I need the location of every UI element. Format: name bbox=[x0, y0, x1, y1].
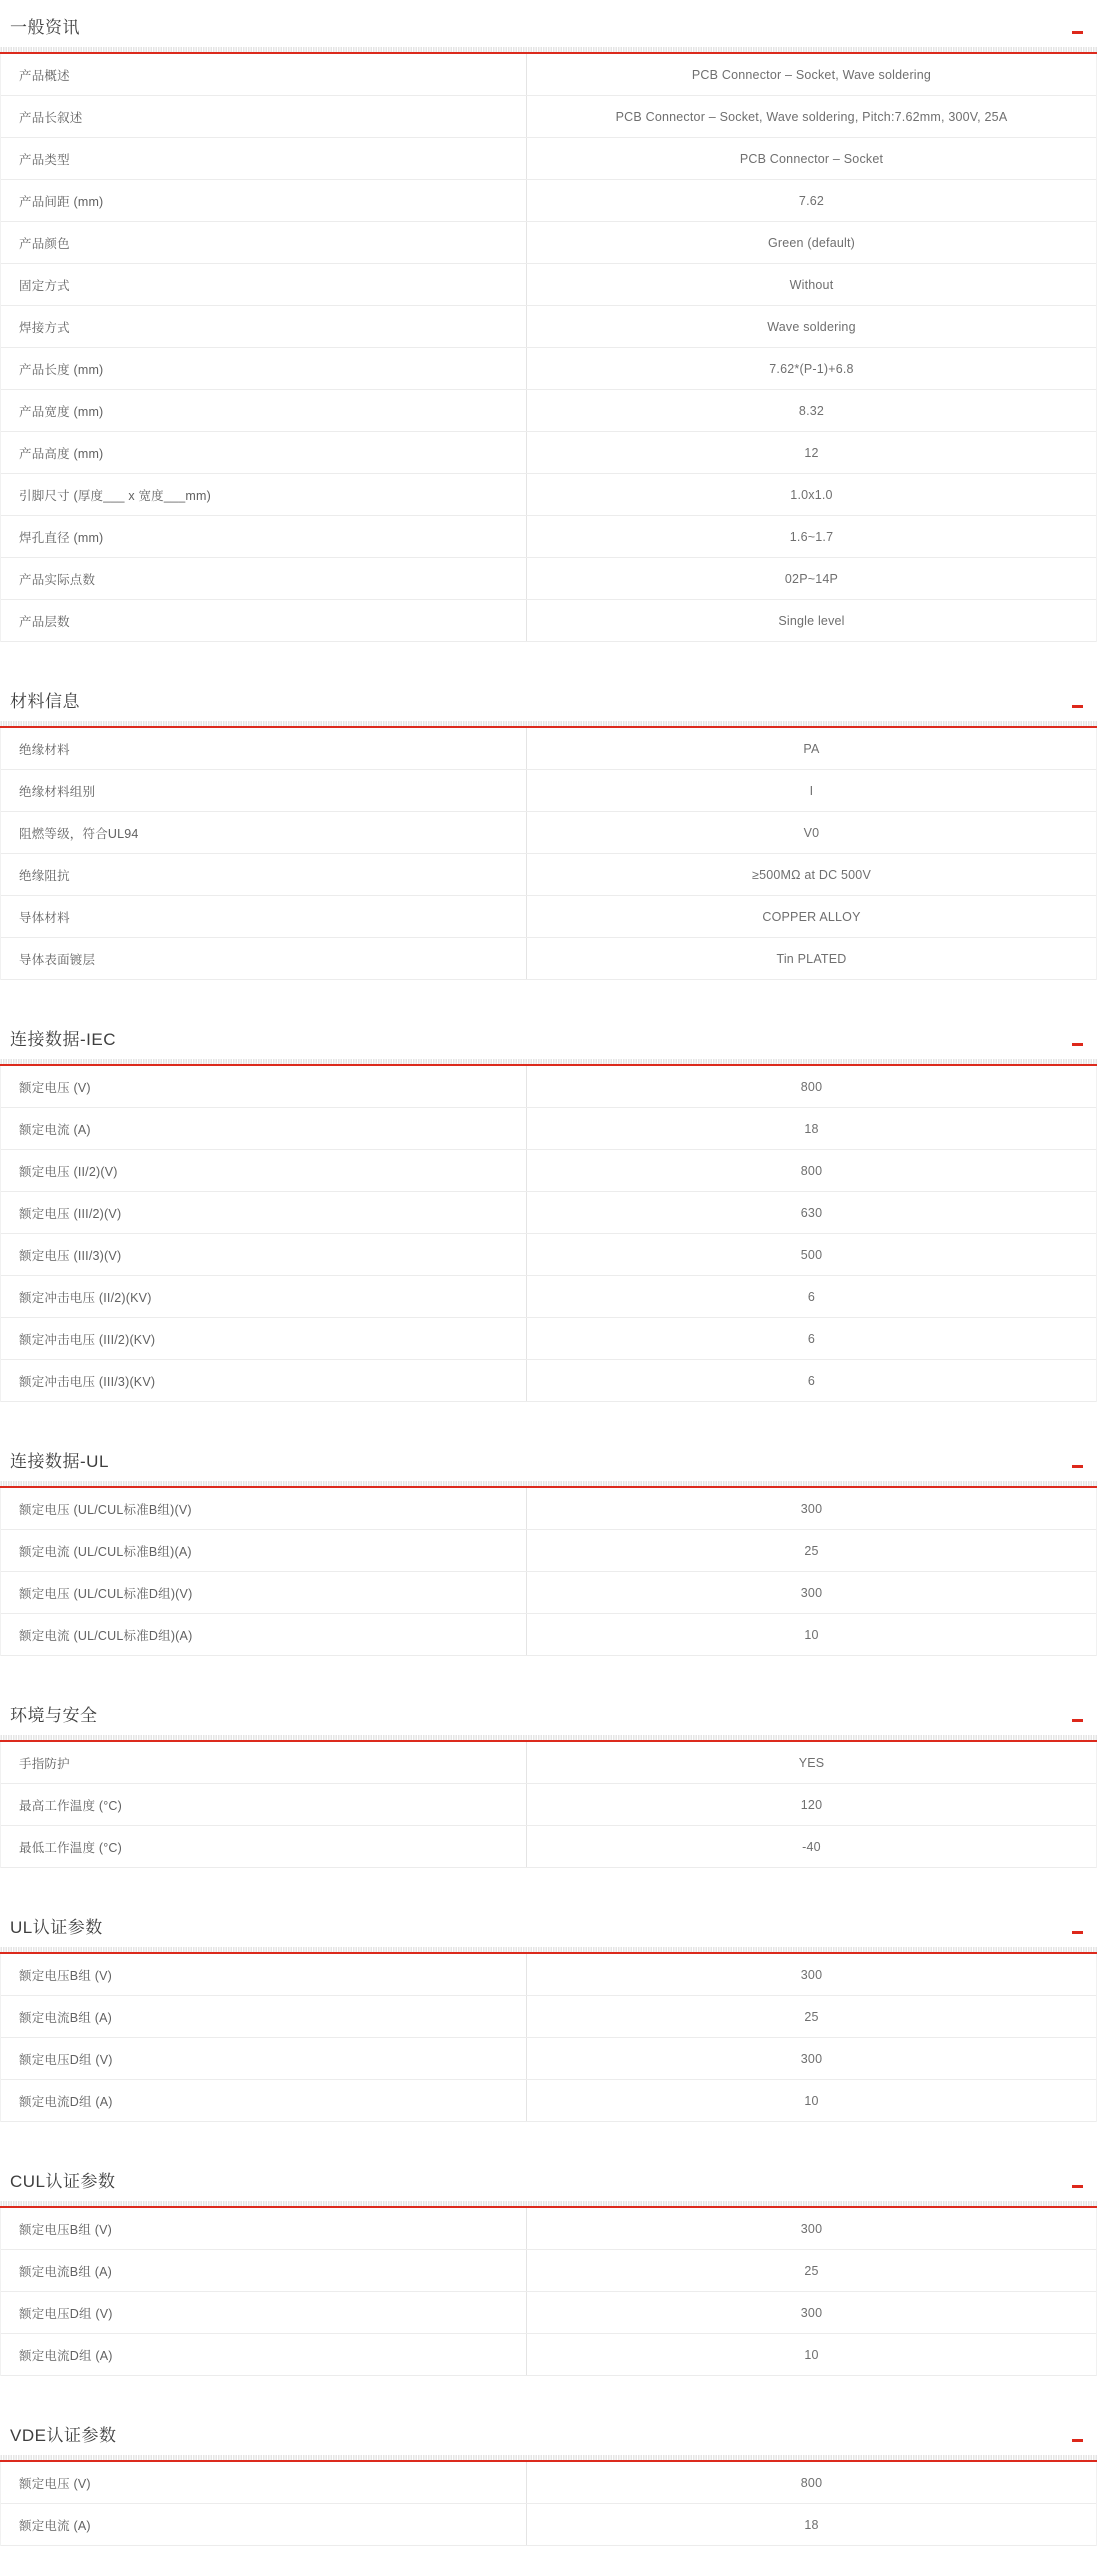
row-value: Wave soldering bbox=[526, 306, 1096, 347]
section-title: VDE认证参数 bbox=[10, 2426, 117, 2445]
section-divider bbox=[0, 2201, 1097, 2208]
row-value: 800 bbox=[526, 1150, 1096, 1191]
row-value: PA bbox=[526, 728, 1096, 769]
collapse-minus-icon[interactable] bbox=[1072, 2185, 1083, 2188]
row-value: Single level bbox=[526, 600, 1096, 641]
table-row bbox=[1, 1318, 1096, 1360]
table-row bbox=[1, 1108, 1096, 1150]
table-row bbox=[1, 1530, 1096, 1572]
row-label: 产品概述 bbox=[19, 68, 70, 83]
table-row bbox=[1, 728, 1096, 770]
row-label: 额定冲击电压 (III/3)(KV) bbox=[19, 1374, 156, 1389]
row-value: 10 bbox=[526, 2080, 1096, 2121]
table-row bbox=[1, 558, 1096, 600]
row-value: 7.62*(P-1)+6.8 bbox=[526, 348, 1096, 389]
spec-table bbox=[0, 1066, 1097, 1402]
table-row bbox=[1, 96, 1096, 138]
spec-table bbox=[0, 1488, 1097, 1656]
row-value: 25 bbox=[526, 1530, 1096, 1571]
row-label: 绝缘材料组别 bbox=[19, 784, 96, 799]
section-divider bbox=[0, 721, 1097, 728]
spec-table bbox=[0, 1742, 1097, 1868]
section-divider bbox=[0, 1947, 1097, 1954]
table-row bbox=[1, 2292, 1096, 2334]
table-row bbox=[1, 770, 1096, 812]
table-row bbox=[1, 390, 1096, 432]
row-label: 额定电压 (V) bbox=[19, 1080, 91, 1095]
table-row bbox=[1, 1066, 1096, 1108]
table-row bbox=[1, 222, 1096, 264]
row-value: 6 bbox=[526, 1360, 1096, 1401]
spec-table bbox=[0, 1954, 1097, 2122]
table-row bbox=[1, 600, 1096, 642]
table-row bbox=[1, 2504, 1096, 2546]
table-row bbox=[1, 1150, 1096, 1192]
row-value: 25 bbox=[526, 1996, 1096, 2037]
section-header bbox=[0, 980, 1097, 1059]
table-row bbox=[1, 1234, 1096, 1276]
row-label: 产品间距 (mm) bbox=[19, 194, 104, 209]
row-value: ≥500MΩ at DC 500V bbox=[526, 854, 1096, 895]
row-label: 额定电压D组 (V) bbox=[19, 2306, 113, 2321]
table-row bbox=[1, 2038, 1096, 2080]
section-header bbox=[0, 1656, 1097, 1735]
row-value: I bbox=[526, 770, 1096, 811]
row-value: PCB Connector – Socket bbox=[526, 138, 1096, 179]
row-label: 额定电流 (A) bbox=[19, 2518, 91, 2533]
collapse-minus-icon[interactable] bbox=[1072, 1043, 1083, 1046]
spec-section bbox=[0, 0, 1097, 642]
spec-section bbox=[0, 2376, 1097, 2546]
row-value: 630 bbox=[526, 1192, 1096, 1233]
row-value: 300 bbox=[526, 1954, 1096, 1995]
row-value: 300 bbox=[526, 2292, 1096, 2333]
row-label: 手指防护 bbox=[19, 1756, 70, 1771]
row-label: 额定电流B组 (A) bbox=[19, 2010, 112, 2025]
row-value: 18 bbox=[526, 1108, 1096, 1149]
table-row bbox=[1, 2208, 1096, 2250]
row-label: 产品高度 (mm) bbox=[19, 446, 104, 461]
row-label: 阻燃等级，符合UL94 bbox=[19, 826, 139, 841]
table-row bbox=[1, 516, 1096, 558]
row-label: 额定电流B组 (A) bbox=[19, 2264, 112, 2279]
row-value: -40 bbox=[526, 1826, 1096, 1867]
table-row bbox=[1, 2462, 1096, 2504]
table-row bbox=[1, 1614, 1096, 1656]
row-label: 额定电压B组 (V) bbox=[19, 1968, 112, 1983]
collapse-minus-icon[interactable] bbox=[1072, 1719, 1083, 1722]
row-value: 800 bbox=[526, 2462, 1096, 2503]
row-value: 300 bbox=[526, 1572, 1096, 1613]
table-row bbox=[1, 54, 1096, 96]
row-value: 7.62 bbox=[526, 180, 1096, 221]
row-label: 焊孔直径 (mm) bbox=[19, 530, 104, 545]
spec-section bbox=[0, 1656, 1097, 1868]
table-row bbox=[1, 138, 1096, 180]
row-value: PCB Connector – Socket, Wave soldering bbox=[526, 54, 1096, 95]
table-row bbox=[1, 1360, 1096, 1402]
row-value: 1.0x1.0 bbox=[526, 474, 1096, 515]
row-value: Tin PLATED bbox=[526, 938, 1096, 979]
section-title: 材料信息 bbox=[10, 692, 80, 711]
table-row bbox=[1, 180, 1096, 222]
row-label: 额定冲击电压 (II/2)(KV) bbox=[19, 1290, 152, 1305]
row-value: 18 bbox=[526, 2504, 1096, 2545]
spec-table bbox=[0, 728, 1097, 980]
table-row bbox=[1, 1572, 1096, 1614]
row-label: 额定电流D组 (A) bbox=[19, 2348, 113, 2363]
row-label: 最高工作温度 (°C) bbox=[19, 1798, 123, 1813]
section-divider bbox=[0, 47, 1097, 54]
row-value: YES bbox=[526, 1742, 1096, 1783]
row-value: 6 bbox=[526, 1276, 1096, 1317]
row-label: 产品实际点数 bbox=[19, 572, 96, 587]
table-row bbox=[1, 264, 1096, 306]
table-row bbox=[1, 1192, 1096, 1234]
section-title: 环境与安全 bbox=[10, 1706, 98, 1725]
section-title: UL认证参数 bbox=[10, 1918, 103, 1937]
row-value: 25 bbox=[526, 2250, 1096, 2291]
table-row bbox=[1, 432, 1096, 474]
row-value: V0 bbox=[526, 812, 1096, 853]
spec-table bbox=[0, 2208, 1097, 2376]
row-label: 产品宽度 (mm) bbox=[19, 404, 104, 419]
table-row bbox=[1, 2080, 1096, 2122]
row-label: 额定电流 (UL/CUL标准B组)(A) bbox=[19, 1544, 192, 1559]
row-label: 额定电压D组 (V) bbox=[19, 2052, 113, 2067]
section-title: CUL认证参数 bbox=[10, 2172, 116, 2191]
spec-table bbox=[0, 2462, 1097, 2546]
row-label: 额定电压 (III/3)(V) bbox=[19, 1248, 122, 1263]
row-label: 产品长度 (mm) bbox=[19, 362, 104, 377]
section-title: 连接数据-IEC bbox=[10, 1030, 116, 1049]
table-row bbox=[1, 1488, 1096, 1530]
table-row bbox=[1, 306, 1096, 348]
collapse-minus-icon[interactable] bbox=[1072, 1931, 1083, 1934]
section-divider bbox=[0, 1481, 1097, 1488]
section-divider bbox=[0, 1059, 1097, 1066]
spec-section bbox=[0, 642, 1097, 980]
row-value: 300 bbox=[526, 2038, 1096, 2079]
row-label: 产品类型 bbox=[19, 152, 70, 167]
row-label: 额定冲击电压 (III/2)(KV) bbox=[19, 1332, 156, 1347]
section-header bbox=[0, 2376, 1097, 2455]
row-value: 02P~14P bbox=[526, 558, 1096, 599]
row-label: 导体表面镀层 bbox=[19, 952, 96, 967]
collapse-minus-icon[interactable] bbox=[1072, 2439, 1083, 2442]
row-value: PCB Connector – Socket, Wave soldering, Pitch:7.62mm, 300V, 25A bbox=[526, 96, 1096, 137]
spec-section bbox=[0, 1402, 1097, 1656]
row-value: 1.6~1.7 bbox=[526, 516, 1096, 557]
table-row bbox=[1, 854, 1096, 896]
row-label: 额定电流 (A) bbox=[19, 1122, 91, 1137]
spec-section bbox=[0, 1868, 1097, 2122]
collapse-minus-icon[interactable] bbox=[1072, 1465, 1083, 1468]
table-row bbox=[1, 1742, 1096, 1784]
row-value: 10 bbox=[526, 1614, 1096, 1655]
row-label: 额定电压 (UL/CUL标准B组)(V) bbox=[19, 1502, 192, 1517]
table-row bbox=[1, 1826, 1096, 1868]
row-label: 产品长叙述 bbox=[19, 110, 83, 125]
section-divider bbox=[0, 2455, 1097, 2462]
row-label: 焊接方式 bbox=[19, 320, 70, 335]
row-value: 10 bbox=[526, 2334, 1096, 2375]
section-header bbox=[0, 1402, 1097, 1481]
row-label: 额定电压 (III/2)(V) bbox=[19, 1206, 122, 1221]
collapse-minus-icon[interactable] bbox=[1072, 705, 1083, 708]
row-label: 产品层数 bbox=[19, 614, 70, 629]
table-row bbox=[1, 474, 1096, 516]
spec-section bbox=[0, 2122, 1097, 2376]
row-value: COPPER ALLOY bbox=[526, 896, 1096, 937]
row-label: 固定方式 bbox=[19, 278, 70, 293]
row-label: 额定电压B组 (V) bbox=[19, 2222, 112, 2237]
row-value: Green (default) bbox=[526, 222, 1096, 263]
row-label: 导体材料 bbox=[19, 910, 70, 925]
row-value: 12 bbox=[526, 432, 1096, 473]
table-row bbox=[1, 896, 1096, 938]
row-value: 6 bbox=[526, 1318, 1096, 1359]
section-divider bbox=[0, 1735, 1097, 1742]
row-label: 额定电压 (II/2)(V) bbox=[19, 1164, 118, 1179]
row-label: 最低工作温度 (°C) bbox=[19, 1840, 123, 1855]
table-row bbox=[1, 2334, 1096, 2376]
row-label: 绝缘材料 bbox=[19, 742, 70, 757]
row-label: 产品颜色 bbox=[19, 236, 70, 251]
section-header bbox=[0, 2122, 1097, 2201]
table-row bbox=[1, 1784, 1096, 1826]
table-row bbox=[1, 348, 1096, 390]
row-label: 额定电压 (UL/CUL标准D组)(V) bbox=[19, 1586, 193, 1601]
row-label: 引脚尺寸 (厚度___ x 宽度___mm) bbox=[19, 488, 211, 503]
table-row bbox=[1, 1954, 1096, 1996]
table-row bbox=[1, 1276, 1096, 1318]
table-row bbox=[1, 938, 1096, 980]
spec-section bbox=[0, 980, 1097, 1402]
table-row bbox=[1, 812, 1096, 854]
section-title: 一般资讯 bbox=[10, 18, 80, 37]
section-header bbox=[0, 0, 1097, 47]
row-value: 300 bbox=[526, 1488, 1096, 1529]
row-value: 8.32 bbox=[526, 390, 1096, 431]
row-label: 额定电流 (UL/CUL标准D组)(A) bbox=[19, 1628, 193, 1643]
table-row bbox=[1, 1996, 1096, 2038]
section-title: 连接数据-UL bbox=[10, 1452, 109, 1471]
row-label: 额定电流D组 (A) bbox=[19, 2094, 113, 2109]
row-value: 500 bbox=[526, 1234, 1096, 1275]
row-value: 800 bbox=[526, 1066, 1096, 1107]
spec-table bbox=[0, 54, 1097, 642]
row-label: 绝缘阻抗 bbox=[19, 868, 70, 883]
row-value: Without bbox=[526, 264, 1096, 305]
row-value: 300 bbox=[526, 2208, 1096, 2249]
row-label: 额定电压 (V) bbox=[19, 2476, 91, 2491]
table-row bbox=[1, 2250, 1096, 2292]
collapse-minus-icon[interactable] bbox=[1072, 31, 1083, 34]
section-header bbox=[0, 642, 1097, 721]
section-header bbox=[0, 1868, 1097, 1947]
row-value: 120 bbox=[526, 1784, 1096, 1825]
